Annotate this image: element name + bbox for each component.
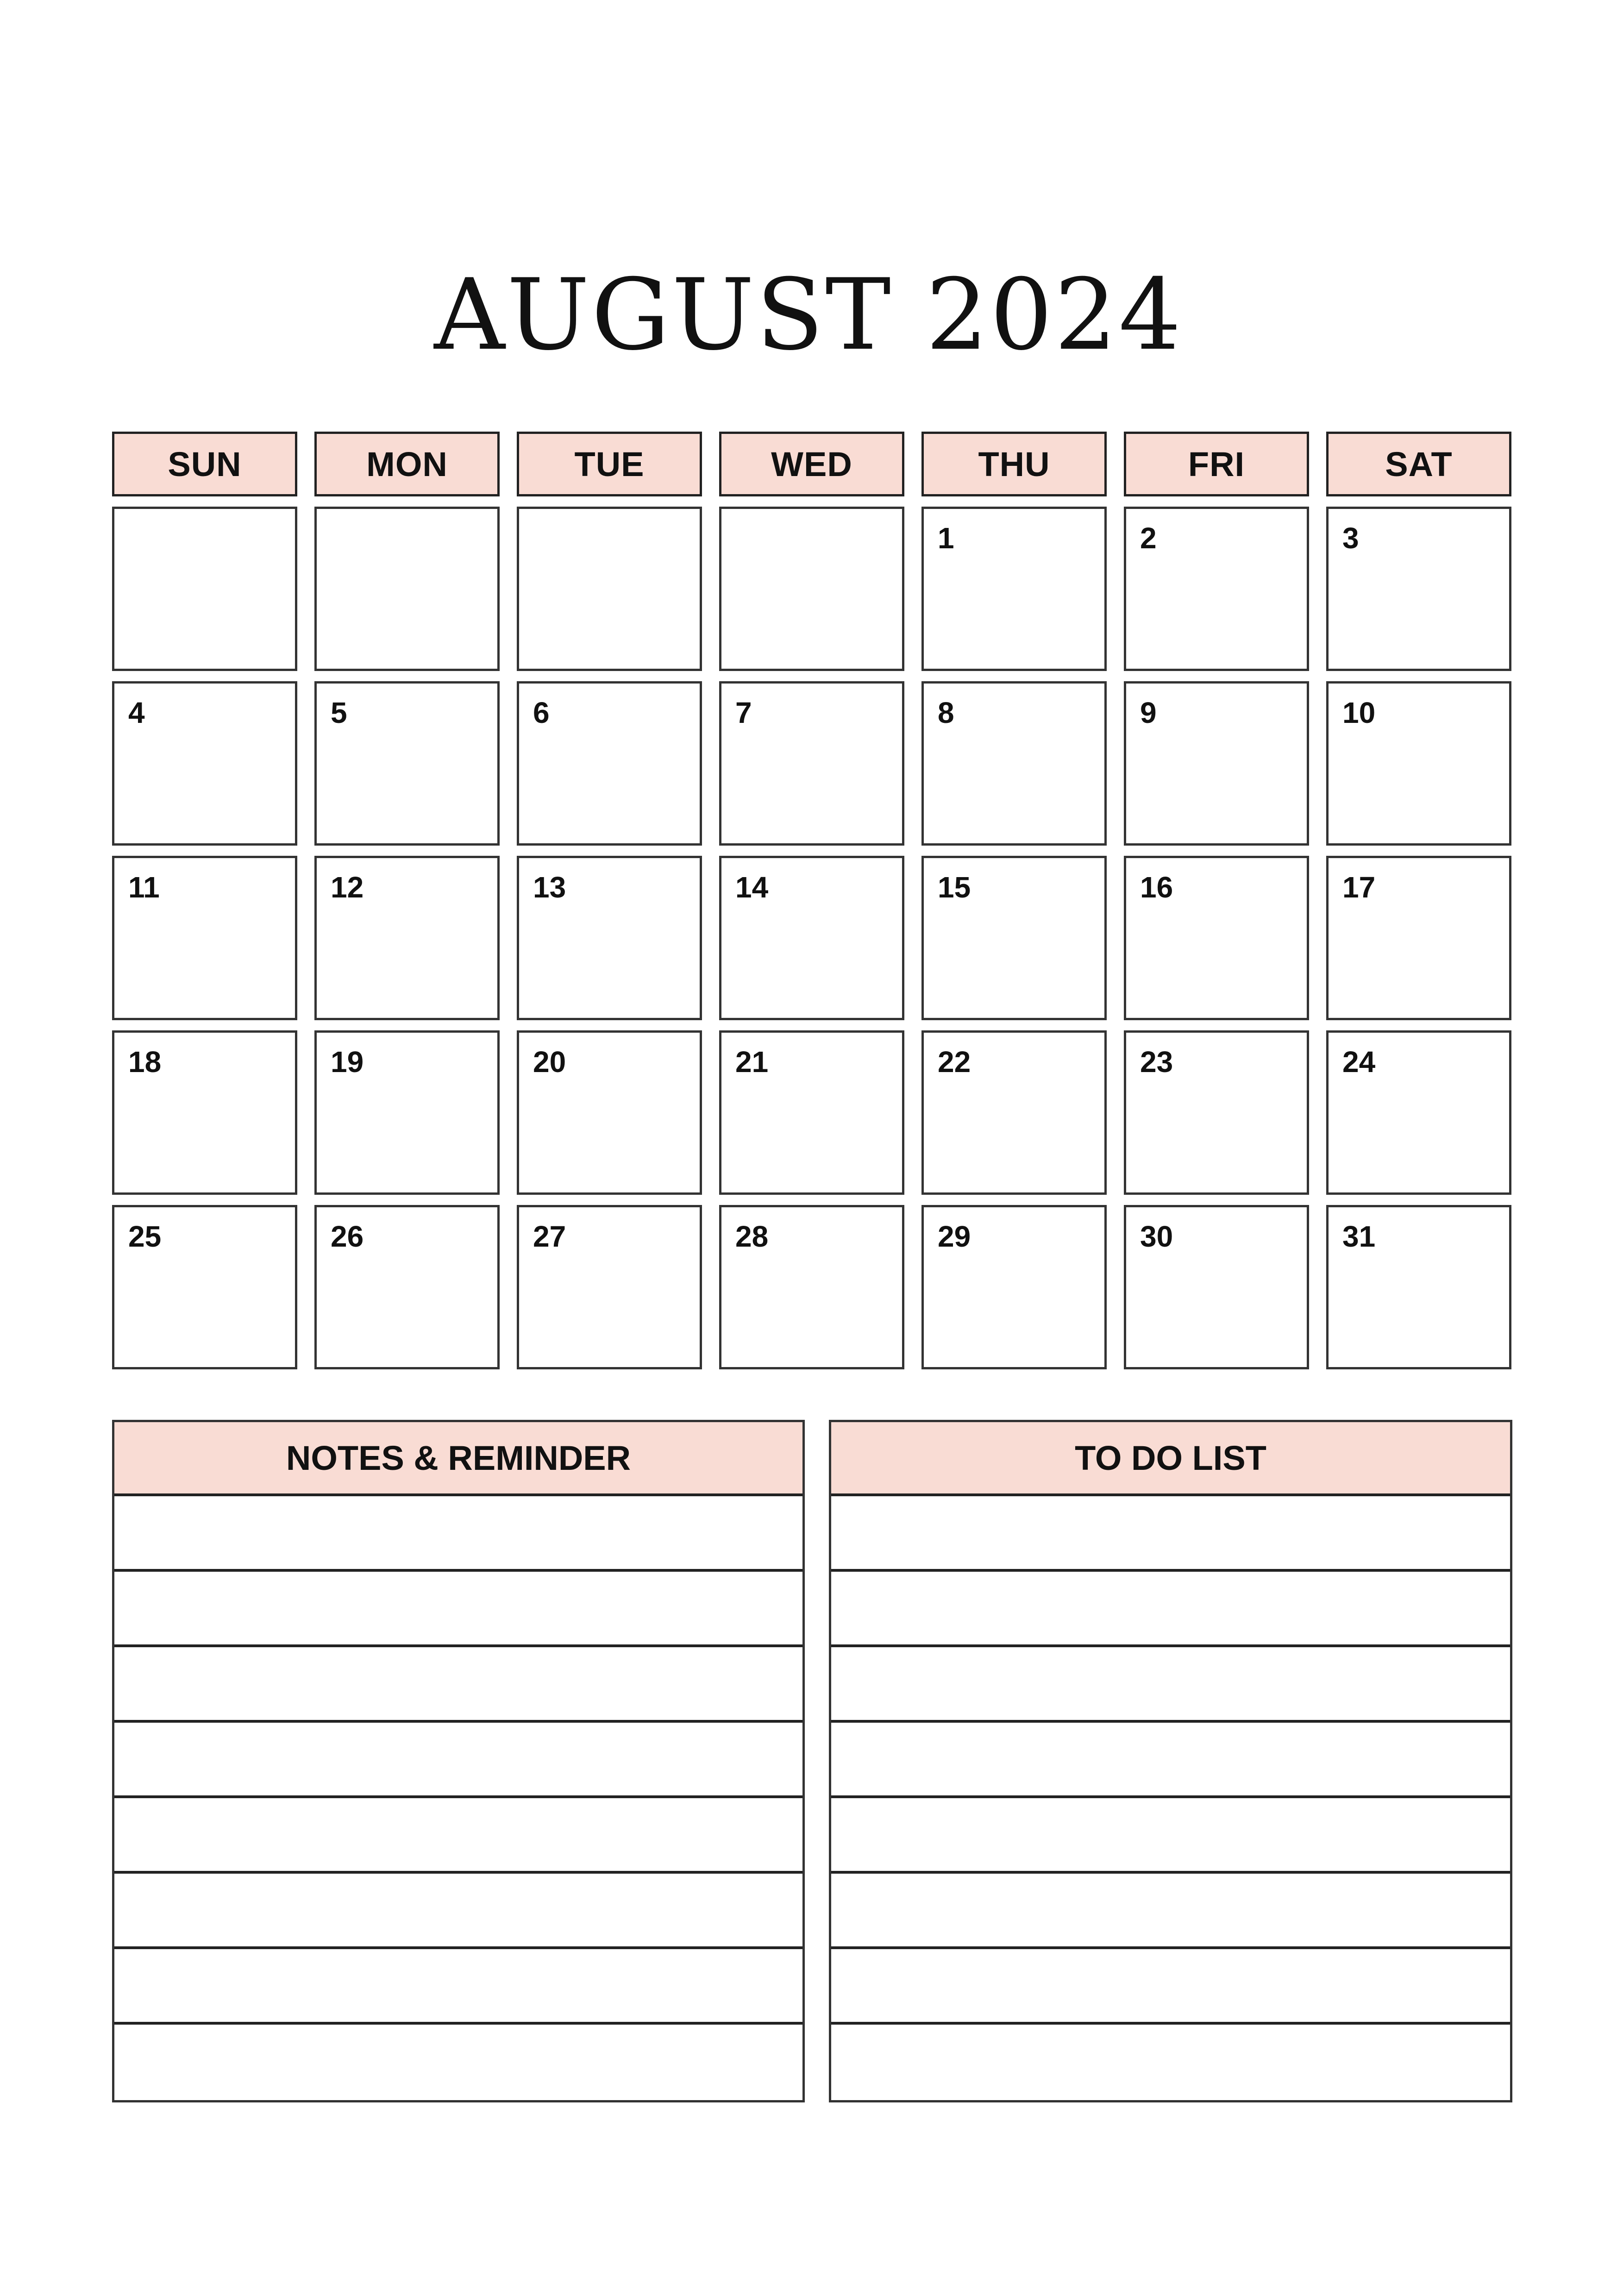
day-number: 23 xyxy=(1140,1045,1173,1079)
empty-day-cell[interactable] xyxy=(719,507,904,671)
day-cell[interactable] xyxy=(517,1030,702,1195)
day-number: 24 xyxy=(1342,1045,1376,1079)
todo-heading: TO DO LIST xyxy=(831,1422,1510,1496)
day-cell[interactable] xyxy=(1124,681,1309,846)
day-cell[interactable] xyxy=(719,1205,904,1369)
weekday-header: WED xyxy=(719,432,904,496)
day-cell[interactable] xyxy=(314,1030,500,1195)
weekday-header: MON xyxy=(314,432,500,496)
day-number: 6 xyxy=(533,696,550,729)
weekday-header: FRI xyxy=(1124,432,1309,496)
day-cell[interactable] xyxy=(1124,1205,1309,1369)
day-number: 9 xyxy=(1140,696,1157,729)
notes-line[interactable] xyxy=(114,1798,802,1874)
day-number: 4 xyxy=(128,696,145,729)
page-title: AUGUST 2024 xyxy=(434,257,1183,372)
day-number: 10 xyxy=(1342,696,1376,729)
empty-day-cell[interactable] xyxy=(517,507,702,671)
day-number: 1 xyxy=(938,521,954,555)
day-cell[interactable] xyxy=(1326,856,1511,1020)
empty-day-cell[interactable] xyxy=(112,507,297,671)
day-cell[interactable] xyxy=(517,681,702,846)
notes-line[interactable] xyxy=(114,1647,802,1723)
day-cell[interactable] xyxy=(112,856,297,1020)
weekday-header: TUE xyxy=(517,432,702,496)
day-cell[interactable] xyxy=(719,856,904,1020)
day-cell[interactable] xyxy=(314,1205,500,1369)
weekday-header: THU xyxy=(921,432,1107,496)
day-cell[interactable] xyxy=(112,681,297,846)
todo-line[interactable] xyxy=(831,2025,1510,2100)
day-number: 27 xyxy=(533,1220,566,1253)
day-number: 29 xyxy=(938,1220,971,1253)
day-cell[interactable] xyxy=(517,1205,702,1369)
day-cell[interactable] xyxy=(112,1205,297,1369)
weekday-header: SAT xyxy=(1326,432,1511,496)
notes-line[interactable] xyxy=(114,1949,802,2025)
day-cell[interactable] xyxy=(1124,856,1309,1020)
notes-line[interactable] xyxy=(114,1723,802,1798)
day-number: 8 xyxy=(938,696,954,729)
todo-line[interactable] xyxy=(831,1949,1510,2025)
notes-line[interactable] xyxy=(114,2025,802,2100)
day-cell[interactable] xyxy=(921,1205,1107,1369)
notes-line[interactable] xyxy=(114,1572,802,1647)
day-number: 14 xyxy=(735,871,769,904)
day-number: 12 xyxy=(331,871,364,904)
day-number: 15 xyxy=(938,871,971,904)
todo-panel xyxy=(829,1420,1512,2102)
month-grid xyxy=(112,432,1512,1380)
todo-line[interactable] xyxy=(831,1798,1510,1874)
day-cell[interactable] xyxy=(1326,681,1511,846)
weekday-header: SUN xyxy=(112,432,297,496)
day-number: 17 xyxy=(1342,871,1376,904)
day-number: 11 xyxy=(128,871,160,904)
day-cell[interactable] xyxy=(1326,1205,1511,1369)
empty-day-cell[interactable] xyxy=(314,507,500,671)
day-number: 18 xyxy=(128,1045,162,1079)
day-number: 20 xyxy=(533,1045,566,1079)
day-number: 31 xyxy=(1342,1220,1376,1253)
day-cell[interactable] xyxy=(112,1030,297,1195)
day-number: 7 xyxy=(735,696,752,729)
day-cell[interactable] xyxy=(921,681,1107,846)
day-number: 13 xyxy=(533,871,566,904)
day-number: 28 xyxy=(735,1220,769,1253)
todo-line[interactable] xyxy=(831,1496,1510,1572)
day-cell[interactable] xyxy=(921,507,1107,671)
day-cell[interactable] xyxy=(1326,507,1511,671)
day-cell[interactable] xyxy=(314,856,500,1020)
day-number: 30 xyxy=(1140,1220,1173,1253)
day-number: 26 xyxy=(331,1220,364,1253)
day-number: 3 xyxy=(1342,521,1359,555)
todo-line[interactable] xyxy=(831,1572,1510,1647)
notes-panel xyxy=(112,1420,805,2102)
day-number: 22 xyxy=(938,1045,971,1079)
todo-line[interactable] xyxy=(831,1723,1510,1798)
notes-line[interactable] xyxy=(114,1874,802,1949)
day-cell[interactable] xyxy=(719,1030,904,1195)
day-cell[interactable] xyxy=(719,681,904,846)
day-cell[interactable] xyxy=(921,1030,1107,1195)
notes-line[interactable] xyxy=(114,1496,802,1572)
notes-lines xyxy=(114,1496,802,2100)
day-cell[interactable] xyxy=(1124,507,1309,671)
todo-line[interactable] xyxy=(831,1647,1510,1723)
day-number: 16 xyxy=(1140,871,1173,904)
day-number: 25 xyxy=(128,1220,162,1253)
day-number: 21 xyxy=(735,1045,769,1079)
day-cell[interactable] xyxy=(1124,1030,1309,1195)
day-number: 19 xyxy=(331,1045,364,1079)
day-number: 5 xyxy=(331,696,347,729)
todo-line[interactable] xyxy=(831,1874,1510,1949)
day-cell[interactable] xyxy=(517,856,702,1020)
todo-lines xyxy=(831,1496,1510,2100)
day-cell[interactable] xyxy=(1326,1030,1511,1195)
notes-heading: NOTES & REMINDER xyxy=(114,1422,802,1496)
day-number: 2 xyxy=(1140,521,1157,555)
day-cell[interactable] xyxy=(314,681,500,846)
day-cell[interactable] xyxy=(921,856,1107,1020)
